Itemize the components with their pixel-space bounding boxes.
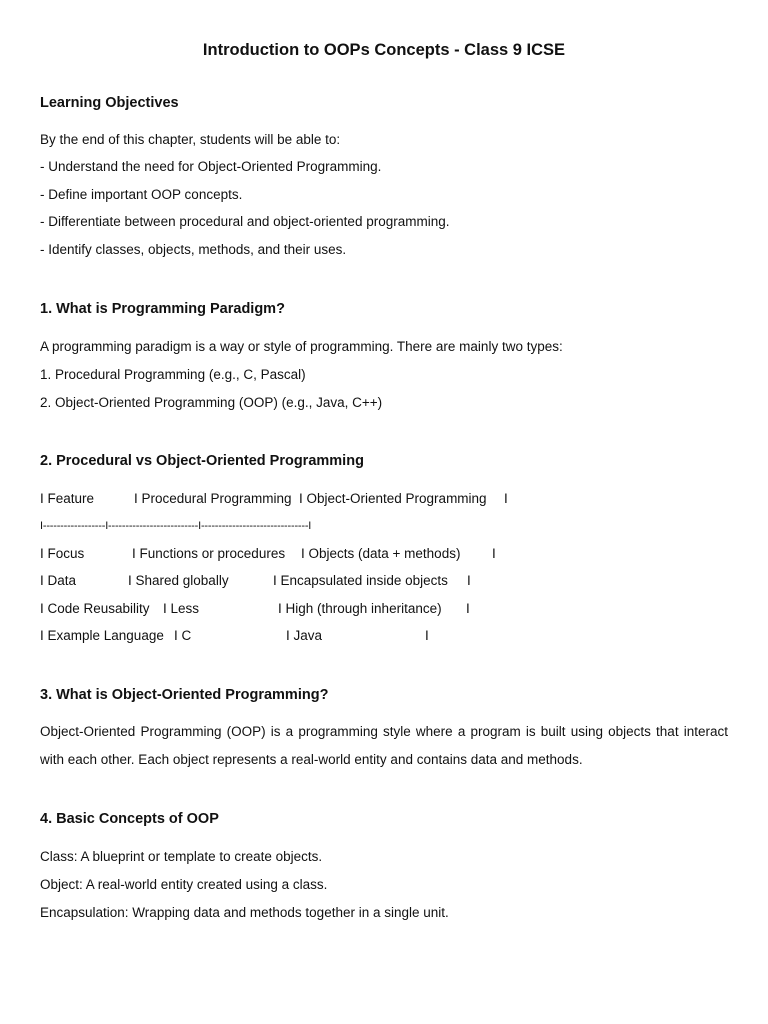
objective-item: - Understand the need for Object-Oriented Programming.: [40, 159, 382, 174]
table-cell: I Data: [40, 573, 77, 588]
table-cell: I: [425, 628, 429, 643]
table-cell: I Focus: [40, 546, 85, 561]
table-cell: I Objects (data + methods): [301, 546, 461, 561]
table-row: [40, 544, 728, 564]
table-cell: I Procedural Programming: [134, 491, 292, 506]
table-cell: I Example Language: [40, 628, 164, 643]
objective-item: - Identify classes, objects, methods, and their uses.: [40, 242, 347, 257]
section4-line: Encapsulation: Wrapping data and methods together in a single unit.: [40, 905, 449, 920]
objectives-heading: Learning Objectives: [40, 95, 179, 111]
table-cell: I: [504, 491, 508, 506]
table-separator: I------------------I--------------------------I-------------------------------I: [40, 520, 312, 532]
section4-heading: 4. Basic Concepts of OOP: [40, 811, 219, 827]
section1-line: 1. Procedural Programming (e.g., C, Pascal): [40, 367, 306, 382]
objective-item: - Define important OOP concepts.: [40, 187, 243, 202]
comparison-header-row: [40, 489, 728, 509]
objective-item: - Differentiate between procedural and object-oriented programming.: [40, 214, 450, 229]
section2-heading: 2. Procedural vs Object-Oriented Programming: [40, 453, 364, 469]
table-cell: I Java: [286, 628, 323, 643]
objectives-intro: By the end of this chapter, students will be able to:: [40, 132, 341, 147]
table-cell: I C: [174, 628, 192, 643]
section4-line: Class: A blueprint or template to create objects.: [40, 849, 323, 864]
table-cell: I: [467, 573, 471, 588]
section1-heading: 1. What is Programming Paradigm?: [40, 301, 285, 317]
page-title: Introduction to OOPs Concepts - Class 9 ICSE: [202, 41, 566, 59]
table-cell: I High (through inheritance): [278, 601, 442, 616]
table-cell: I Functions or procedures: [132, 546, 286, 561]
table-cell: I Less: [163, 601, 200, 616]
section3-paragraph: Object-Oriented Programming (OOP) is a programming style where a program is built using objects that interact with each other. Each object represents a real-world entity and contains data and methods.: [40, 724, 728, 767]
table-cell: I: [466, 601, 470, 616]
table-cell: I Shared globally: [128, 573, 229, 588]
table-cell: I Code Reusability: [40, 601, 150, 616]
table-cell: I Feature: [40, 491, 95, 506]
section1-line: 2. Object-Oriented Programming (OOP) (e.g., Java, C++): [40, 395, 383, 410]
table-row: [40, 571, 728, 591]
section1-line: A programming paradigm is a way or style of programming. There are mainly two types:: [40, 339, 563, 354]
section4-line: Object: A real-world entity created using a class.: [40, 877, 328, 892]
table-cell: I: [492, 546, 496, 561]
table-row: [40, 626, 728, 646]
table-row: [40, 599, 728, 619]
table-cell: I Encapsulated inside objects: [273, 573, 448, 588]
table-cell: I Object-Oriented Programming: [299, 491, 487, 506]
section3-heading: 3. What is Object-Oriented Programming?: [40, 687, 329, 703]
